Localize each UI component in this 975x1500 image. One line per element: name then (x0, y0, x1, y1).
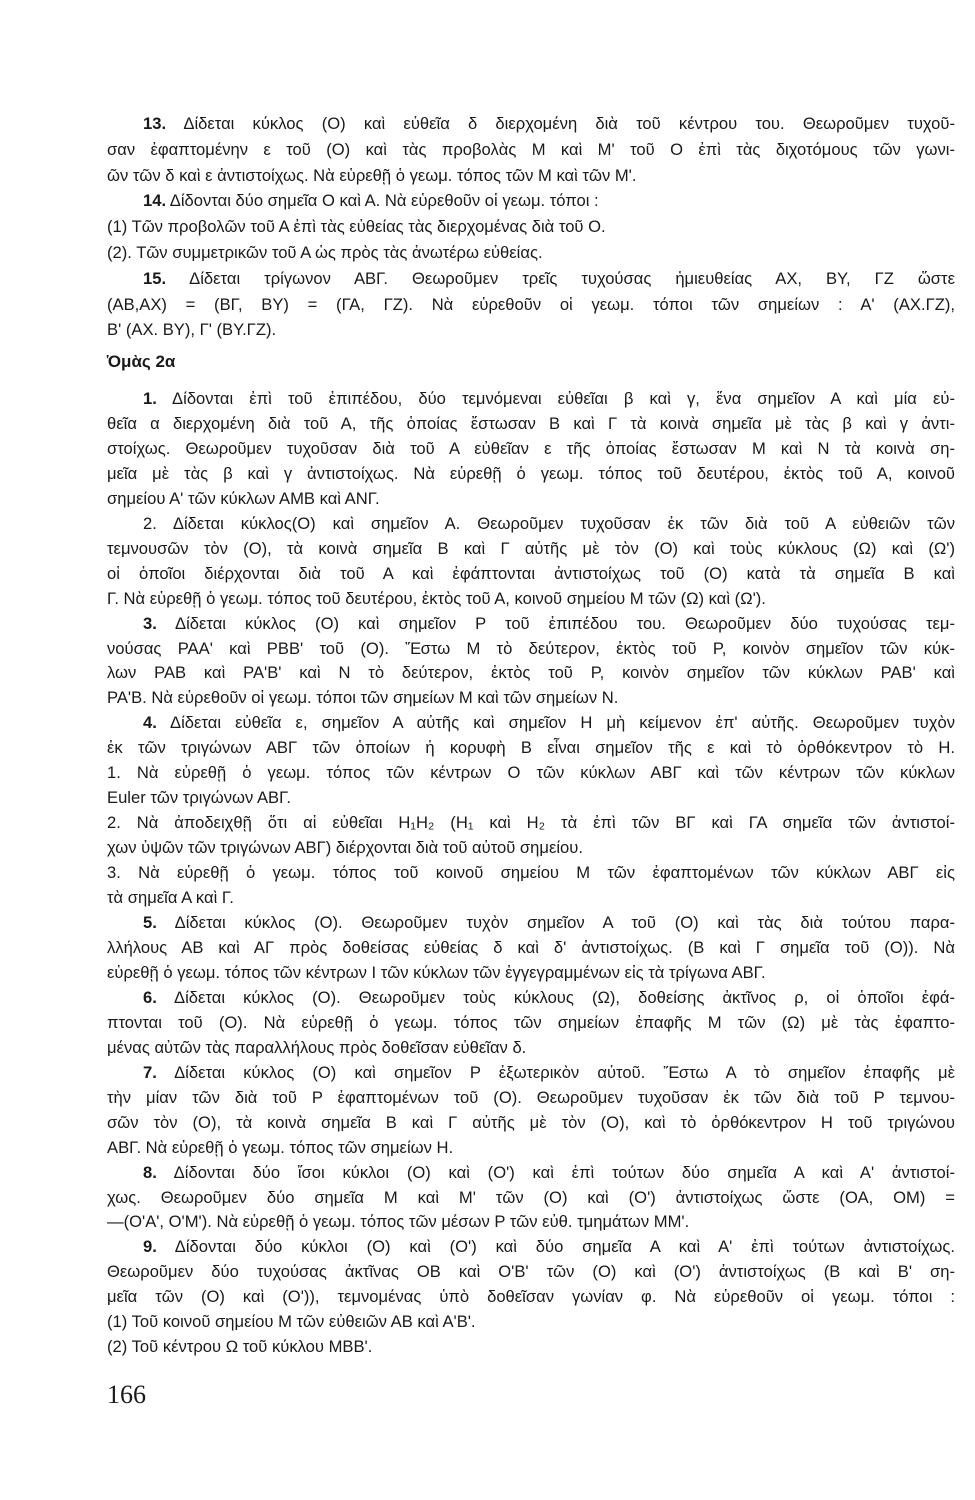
text-block-group-2a (107, 387, 955, 1360)
text-line (107, 111, 955, 137)
text-line (107, 487, 955, 512)
line-text: Δίδονται δύο ἴσοι κύκλοι (Ο) καὶ (Ο') καὶ ἐπὶ τούτων δύο σημεῖα Α καὶ Α' ἀντιστοί- (156, 1162, 955, 1182)
line-text: (1) Τῶν προβολῶν τοῦ Α ἐπὶ τὰς εὐθείας τὰς διερχομένας διὰ τοῦ Ο. (107, 217, 606, 237)
text-line (107, 1260, 955, 1285)
problem-number: 5. (143, 913, 157, 933)
text-line (107, 512, 955, 537)
text-line (107, 1310, 955, 1335)
line-text: σημείου Α' τῶν κύκλων ΑΜΒ καὶ ΑΝΓ. (107, 488, 380, 508)
line-text: Δίδεται κύκλος (Ο). Θεωροῦμεν τοὺς κύκλους (Ω), δοθείσης ἀκτῖνος ρ, οἱ ὁποῖοι ἐφά- (156, 987, 955, 1007)
text-line (107, 911, 955, 936)
problem-number: 7. (143, 1062, 157, 1082)
text-line (107, 661, 955, 686)
line-text: Euler τῶν τριγώνων ΑΒΓ. (107, 788, 292, 808)
text-line (107, 188, 955, 214)
line-text: τὴν μίαν τῶν διὰ τοῦ Ρ ἐφαπτομένων τοῦ (Ο). Θεωροῦμεν τυχοῦσαν ἐκ τῶν διὰ τοῦ Ρ τεμνου- (107, 1087, 955, 1107)
text-line (107, 836, 955, 861)
text-line (107, 462, 955, 487)
text-line (107, 537, 955, 562)
line-text: τὰ σημεῖα Α καὶ Γ. (107, 888, 234, 908)
line-text: (ΑΒ,ΑΧ) = (ΒΓ, ΒΥ) = (ΓΑ, ΓΖ). Νὰ εὑρεθοῦν οἱ γεωμ. τόποι τῶν σημείων : Α' (ΑΧ.ΓΖ), (107, 294, 955, 314)
line-text: 1. Νὰ εὑρεθῇ ὁ γεωμ. τόπος τῶν κέντρων Ο τῶν κύκλων ΑΒΓ καὶ τῶν κέντρων τῶν κύκλων (107, 763, 955, 783)
problem-number: 15. (143, 268, 167, 288)
line-text: ῶν τῶν δ καὶ ε ἀντιστοίχως. Νὰ εὑρεθῇ ὁ γεωμ. τόπος τῶν Μ καὶ τῶν Μ'. (107, 165, 637, 185)
text-line (107, 861, 955, 886)
text-line (107, 163, 955, 189)
text-line (107, 214, 955, 240)
line-text: νούσας ΡΑΑ' καὶ ΡΒΒ' τοῦ (Ο). Ἔστω Μ τὸ δεύτερον, ἐκτὸς τοῦ Ρ, κοινὸν σημεῖον τῶν κύκ- (107, 638, 955, 658)
text-line (107, 1111, 955, 1136)
line-text: μεῖα μὲ τὰς β καὶ γ ἀντιστοίχως. Νὰ εὑρεθῇ ὁ γεωμ. τόπος τοῦ δευτέρου, ἐκτὸς τοῦ Α, κοινοῦ (107, 463, 955, 483)
line-text: Δίδεται εὐθεῖα ε, σημεῖον Α αὐτῆς καὶ σημεῖον Η μὴ κείμενον ἐπ' αὐτῆς. Θεωροῦμεν τυχὸν (156, 713, 955, 733)
text-line (107, 811, 955, 836)
line-text: τεμνουσῶν τὸν (Ο), τὰ κοινὰ σημεῖα Β καὶ Γ αὐτῆς μὲ τὸν (Ο) καὶ τοὺς κύκλους (Ω) καὶ (Ω') (107, 538, 955, 558)
text-line (107, 412, 955, 437)
text-line (107, 1186, 955, 1211)
text-line (107, 1210, 955, 1235)
text-line (107, 936, 955, 961)
line-text: Δίδεται κύκλος (Ο) καὶ σημεῖον Ρ τοῦ ἐπιπέδου του. Θεωροῦμεν δύο τυχούσας τεμ- (156, 613, 955, 633)
text-line (107, 317, 955, 343)
problem-number: 4. (143, 713, 157, 733)
line-text: Δίδεται τρίγωνον ΑΒΓ. Θεωροῦμεν τρεῖς τυχούσας ἡμιευθείας ΑΧ, ΒΥ, ΓΖ ὥστε (166, 268, 955, 288)
line-text: Δίδονται δύο κύκλοι (Ο) καὶ (Ο') καὶ δύο σημεῖα Α καὶ Α' ἐπὶ τούτων ἀντιστοίχως. (156, 1237, 955, 1257)
text-block-problems-13-15 (107, 111, 955, 343)
line-text: στοίχως. Θεωροῦμεν τυχοῦσαν διὰ τοῦ Α εὐθεῖαν ε τῆς ὁποίας ἔστωσαν Μ καὶ Ν τὰ κοινὰ ση- (107, 438, 955, 458)
problem-number: 3. (143, 613, 157, 633)
line-text: 2. Νὰ ἀποδειχθῇ ὅτι αἱ εὐθεῖαι Η₁Η₂ (Η₁ καὶ Η₂ τὰ ἐπὶ τῶν ΒΓ καὶ ΓΑ σημεῖα τῶν ἀντιστοί- (107, 813, 955, 833)
text-line (107, 1086, 955, 1111)
problem-number: 6. (143, 987, 157, 1007)
text-line (107, 1136, 955, 1161)
text-line (107, 240, 955, 266)
line-text: Δίδεται κύκλος (Ο) καὶ εὐθεῖα δ διερχομένη διὰ τοῦ κέντρου του. Θεωροῦμεν τυχοῦ- (166, 114, 955, 133)
text-line (107, 437, 955, 462)
problem-number: 1. (143, 389, 157, 408)
line-text: πτονται τοῦ (Ο). Νὰ εὑρεθῇ ὁ γεωμ. τόπος τῶν σημείων ἐπαφῆς Μ τῶν (Ω) μὲ τὰς ἐφαπτο- (107, 1012, 955, 1032)
line-text: χως. Θεωροῦμεν δύο σημεῖα Μ καὶ Μ' τῶν (Ο) καὶ (Ο') ἀντιστοίχως ὥστε (ΟΑ, ΟΜ) = (107, 1187, 955, 1207)
text-line (107, 711, 955, 736)
line-text: 2. Δίδεται κύκλος(Ο) καὶ σημεῖον Α. Θεωροῦμεν τυχοῦσαν ἐκ τῶν διὰ τοῦ Α εὐθειῶν τῶν (143, 513, 955, 533)
text-line (107, 1036, 955, 1061)
line-text: εὑρεθῇ ὁ γεωμ. τόπος τῶν κέντρων Ι τῶν κύκλων τῶν ἐγγεγραμμένων εἰς τὰ τρίγωνα ΑΒΓ. (107, 962, 766, 982)
line-text: (2) Τοῦ κέντρου Ω τοῦ κύκλου ΜΒΒ'. (107, 1337, 373, 1357)
line-text: λων ΡΑΒ καὶ ΡΑ'Β' καὶ Ν τὸ δεύτερον, ἐκτὸς τοῦ Ρ, κοινὸν σημεῖον τῶν κύκλων ΡΑΒ' καὶ (107, 663, 955, 683)
line-text: Δίδονται δύο σημεῖα Ο καὶ Α. Νὰ εὑρεθοῦν οἱ γεωμ. τόποι : (166, 191, 599, 211)
text-line (107, 562, 955, 587)
line-text: σαν ἐφαπτομένην ε τοῦ (Ο) καὶ τὰς προβολὰς Μ καὶ Μ' τοῦ Ο ἐπὶ τὰς διχοτόμους τῶν γωνι- (107, 139, 955, 159)
line-text: σῶν τὸν (Ο), τὰ κοινὰ σημεῖα Β καὶ Γ αὐτῆς μὲ τὸν (Ο), καὶ τὸ ὀρθόκεντρον Η τοῦ τριγώνου (107, 1112, 955, 1132)
text-line (107, 292, 955, 318)
line-text: (2). Τῶν συμμετρικῶν τοῦ Α ὡς πρὸς τὰς ἀνωτέρω εὐθείας. (107, 242, 543, 262)
line-text: λλήλους ΑΒ καὶ ΑΓ πρὸς δοθείσας εὐθείας δ καὶ δ' ἀντιστοίχως. (Β καὶ Γ σημεῖα τοῦ (Ο)). Νὰ (107, 937, 955, 957)
text-line (107, 1011, 955, 1036)
problem-number: 9. (143, 1237, 157, 1257)
text-line (107, 886, 955, 911)
line-text: ἐκ τῶν τριγώνων ΑΒΓ τῶν ὁποίων ἡ κορυφὴ Β εἶναι σημεῖον τῆς ε καὶ τὸ ὀρθόκεντρον τὸ Η. (107, 738, 955, 758)
line-text: ΑΒΓ. Νὰ εὑρεθῇ ὁ γεωμ. τόπος τῶν σημείων Η. (107, 1137, 454, 1157)
text-line (107, 1161, 955, 1186)
line-text: (1) Τοῦ κοινοῦ σημείου Μ τῶν εὐθειῶν ΑΒ καὶ Α'Β'. (107, 1312, 476, 1332)
line-text: Δίδονται ἐπὶ τοῦ ἐπιπέδου, δύο τεμνόμεναι εὐθεῖαι β καὶ γ, ἕνα σημεῖον Α καὶ μία εὐ- (156, 389, 955, 408)
text-line (107, 266, 955, 292)
problem-number: 8. (143, 1162, 157, 1182)
problem-number: 13. (143, 114, 167, 133)
line-text: μένας αὐτῶν τὰς παραλλήλους πρὸς δοθεῖσαν εὐθεῖαν δ. (107, 1037, 527, 1057)
line-text: Δίδεται κύκλος (Ο). Θεωροῦμεν τυχὸν σημεῖον Α τοῦ (Ο) καὶ τὰς διὰ τούτου παρα- (156, 913, 955, 933)
text-line (107, 986, 955, 1011)
text-line (107, 1061, 955, 1086)
problem-number: 14. (143, 191, 167, 211)
text-line (107, 961, 955, 986)
line-text: θεῖα α διερχομένη διὰ τοῦ Α, τῆς ὁποίας ἔστωσαν Β καὶ Γ τὰ κοινὰ σημεῖα μὲ τὰς β καὶ γ ἀντι- (107, 413, 955, 433)
line-text: ΡΑ'Β. Νὰ εὑρεθοῦν οἱ γεωμ. τόποι τῶν σημείων Μ καὶ τῶν σημείων Ν. (107, 688, 619, 708)
text-line (107, 686, 955, 711)
line-text: μεῖα τῶν (Ο) καὶ (Ο')), τεμνομένας ὑπὸ δοθεῖσαν γωνίαν φ. Νὰ εὑρεθοῦν οἱ γεωμ. τόποι : (107, 1287, 955, 1307)
line-text: —(Ο'Α', Ο'Μ'). Νὰ εὑρεθῇ ὁ γεωμ. τόπος τῶν μέσων Ρ τῶν εὐθ. τμημάτων ΜΜ'. (107, 1212, 690, 1232)
line-text: Γ. Νὰ εὑρεθῇ ὁ γεωμ. τόπος τοῦ δευτέρου, ἐκτὸς τοῦ Α, κοινοῦ σημείου Μ τῶν (Ω) καὶ (Ω'). (107, 588, 766, 608)
line-text: Β' (ΑΧ. ΒΥ), Γ' (ΒΥ.ΓΖ). (107, 320, 277, 340)
text-line (107, 612, 955, 637)
text-line (107, 736, 955, 761)
section-heading: Ὁμὰς 2α (107, 352, 176, 371)
text-line (107, 786, 955, 811)
text-line (107, 637, 955, 662)
text-line (107, 1335, 955, 1360)
text-line (107, 137, 955, 163)
line-text: χων ὑψῶν τῶν τριγώνων ΑΒΓ) διέρχονται διὰ τοῦ αὐτοῦ σημείου. (107, 838, 583, 858)
line-text: οἱ ὁποῖοι διέρχονται διὰ τοῦ Α καὶ ἐφάπτονται ἀντιστοίχως τοῦ (Ο) κατὰ τὰ σημεῖα Β καὶ (107, 563, 955, 583)
text-line (107, 387, 955, 412)
text-line (107, 1235, 955, 1260)
page-number: 166 (107, 1380, 146, 1409)
text-line (107, 761, 955, 786)
line-text: Δίδεται κύκλος (Ο) καὶ σημεῖον Ρ ἐξωτερικὸν αὐτοῦ. Ἔστω Α τὸ σημεῖον ἐπαφῆς μὲ (156, 1062, 955, 1082)
text-line (107, 587, 955, 612)
line-text: 3. Νὰ εὑρεθῇ ὁ γεωμ. τόπος τοῦ κοινοῦ σημείου Μ τῶν ἐφαπτομένων τῶν κύκλων ΑΒΓ εἰς (107, 863, 955, 883)
text-line (107, 1285, 955, 1310)
line-text: Θεωροῦμεν δύο τυχούσας ἀκτῖνας ΟΒ καὶ Ο'Β' τῶν (Ο) καὶ (Ο') ἀντιστοίχως (Β καὶ Β' ση- (107, 1262, 955, 1282)
